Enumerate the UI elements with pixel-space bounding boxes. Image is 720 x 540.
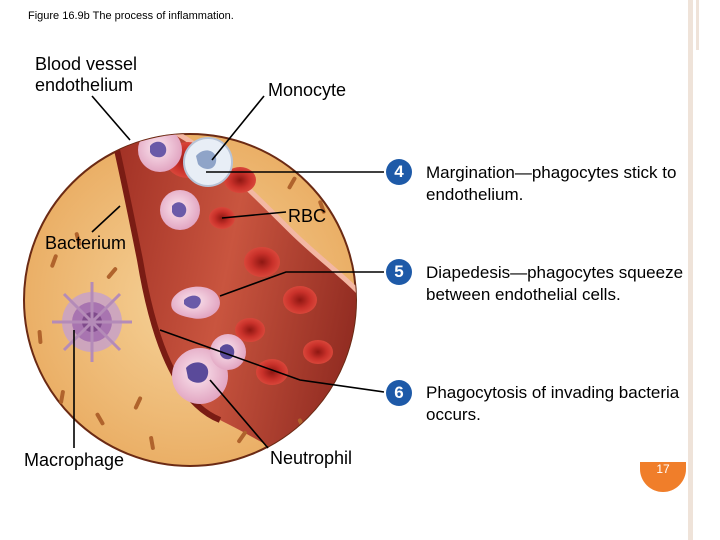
step-4-badge: 4 <box>386 159 412 185</box>
label-bacterium: Bacterium <box>45 233 127 253</box>
step-6-text: Phagocytosis of invading bacteria occurs. <box>426 383 680 424</box>
label-blood-vessel-endothelium: Blood vessel endothelium <box>35 54 138 95</box>
leader-blood-vessel <box>92 96 130 140</box>
page-number-badge: 17 <box>640 462 686 492</box>
macrophage-cell <box>52 282 132 362</box>
step-5-badge: 5 <box>386 259 412 285</box>
label-macrophage: Macrophage <box>24 450 125 470</box>
label-monocyte: Monocyte <box>268 80 347 100</box>
step-6-badge: 6 <box>386 380 412 406</box>
figure-caption: Figure 16.9b The process of inflammation. <box>28 10 234 22</box>
step-4-text: Margination—phagocytes stick to endothelium. <box>426 163 677 204</box>
step-5-text: Diapedesis—phagocytes squeeze between endothelial cells. <box>426 263 684 304</box>
label-rbc: RBC <box>288 206 327 226</box>
label-neutrophil: Neutrophil <box>270 448 353 468</box>
